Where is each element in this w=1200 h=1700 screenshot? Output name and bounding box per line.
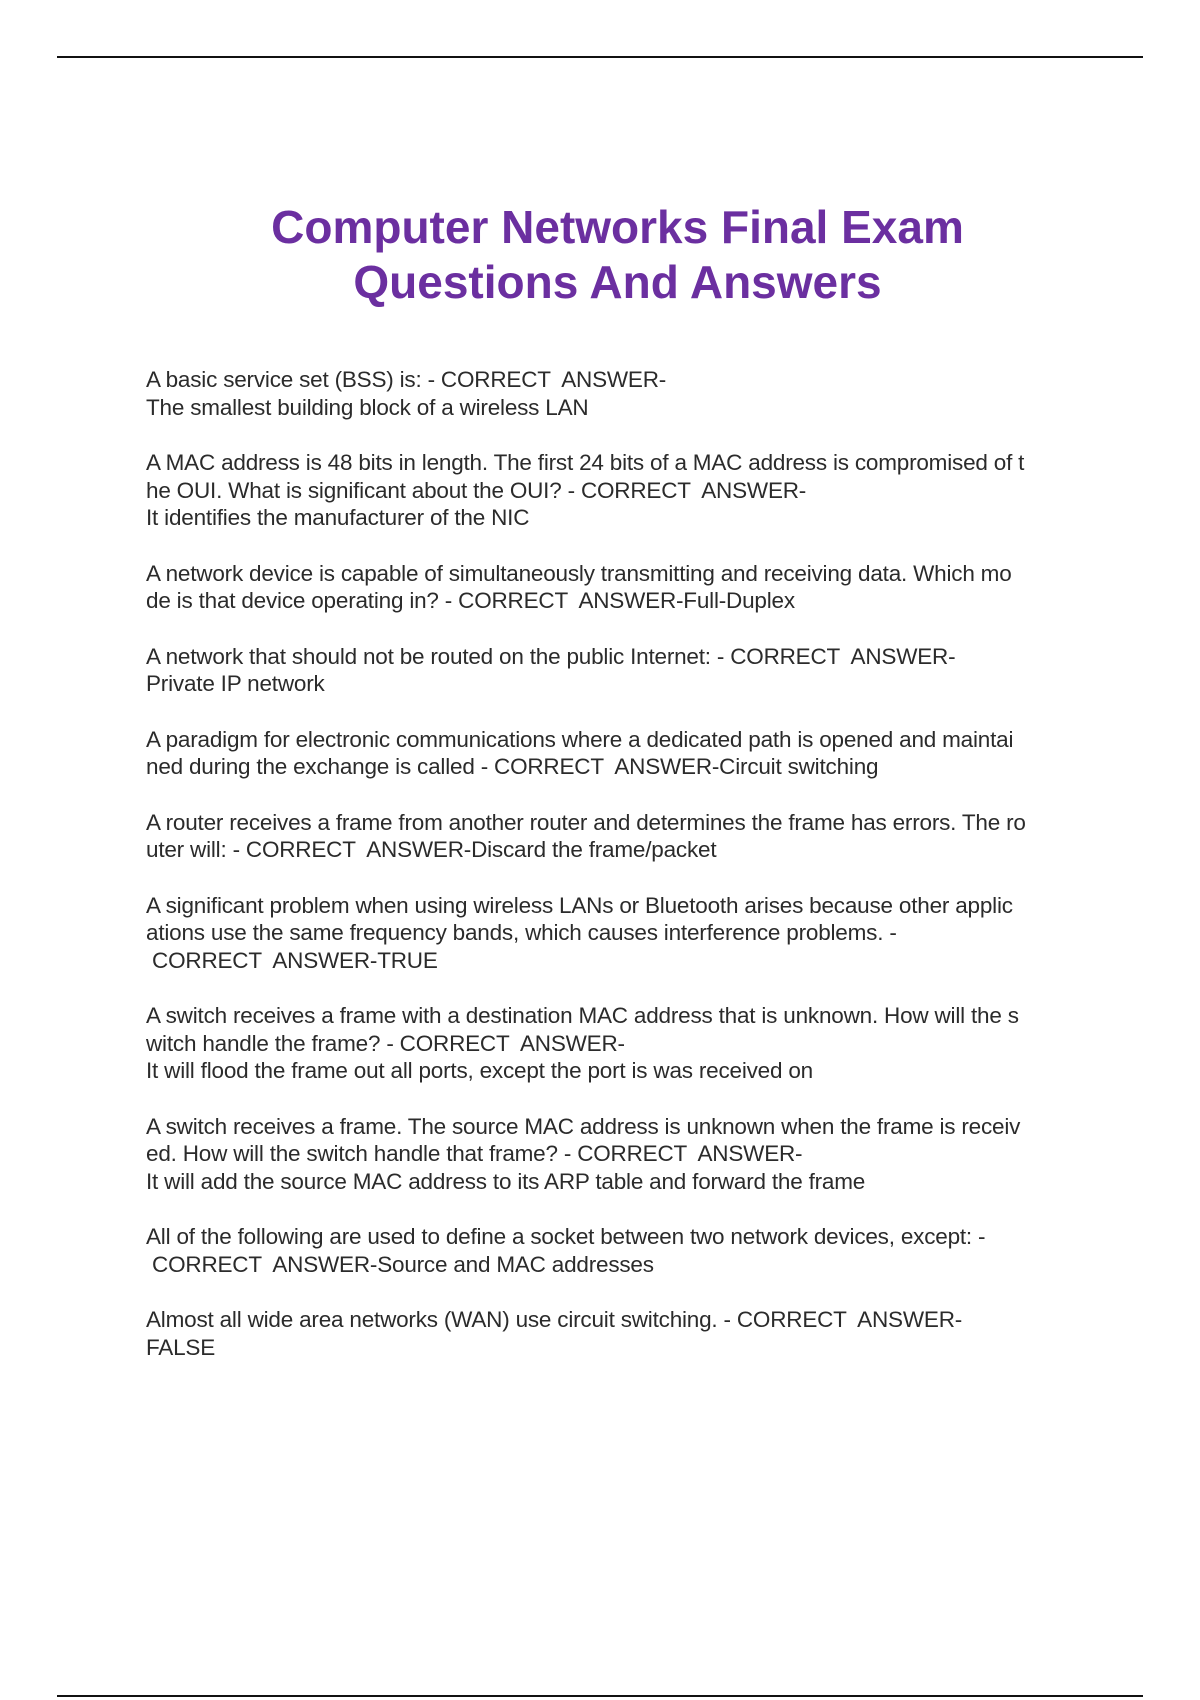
qa-text-line: A basic service set (BSS) is: - CORRECT ANSWER- xyxy=(146,367,667,392)
qa-item xyxy=(146,449,1106,532)
qa-item xyxy=(146,726,1106,781)
qa-text-line: A router receives a frame from another router and determines the frame has errors. The ro xyxy=(146,809,1026,835)
qa-item xyxy=(146,892,1106,975)
document-title xyxy=(0,200,1200,310)
title-line-1: Computer Networks Final Exam xyxy=(271,201,964,253)
qa-item xyxy=(146,809,1106,864)
qa-text-line: uter will: - CORRECT ANSWER-Discard the frame/packet xyxy=(146,837,717,862)
qa-text-line: FALSE xyxy=(146,1334,216,1360)
top-rule xyxy=(57,56,1143,58)
qa-text-line: he OUI. What is significant about the OUI? - CORRECT ANSWER- xyxy=(146,477,807,503)
qa-item xyxy=(146,1306,1106,1361)
qa-text-line: A network device is capable of simultaneously transmitting and receiving data. Which mo xyxy=(146,560,1012,586)
qa-text-line: Private IP network xyxy=(146,671,325,696)
qa-list xyxy=(146,366,1106,1389)
qa-text-line: ed. How will the switch handle that frame? - CORRECT ANSWER- xyxy=(146,1141,803,1166)
qa-item xyxy=(146,1223,1106,1278)
qa-text-line: It will flood the frame out all ports, except the port is was received on xyxy=(146,1058,813,1083)
title-line-2: Questions And Answers xyxy=(353,256,882,308)
qa-text-line: A network that should not be routed on the public Internet: - CORRECT ANSWER- xyxy=(146,643,956,669)
qa-text-line: ned during the exchange is called - CORRECT ANSWER-Circuit switching xyxy=(146,754,879,779)
qa-text-line: A paradigm for electronic communications where a dedicated path is opened and maintai xyxy=(146,726,1014,752)
qa-text-line: A switch receives a frame. The source MAC address is unknown when the frame is receiv xyxy=(146,1113,1021,1139)
qa-text-line: It identifies the manufacturer of the NIC xyxy=(146,505,530,530)
qa-text-line: The smallest building block of a wireless LAN xyxy=(146,394,589,420)
qa-text-line: Almost all wide area networks (WAN) use circuit switching. - CORRECT ANSWER- xyxy=(146,1307,963,1332)
qa-text-line: ations use the same frequency bands, which causes interference problems. - xyxy=(146,920,897,945)
qa-text-line: A significant problem when using wireless LANs or Bluetooth arises because other applic xyxy=(146,892,1013,918)
qa-text-line: It will add the source MAC address to its ARP table and forward the frame xyxy=(146,1168,866,1194)
qa-text-line: witch handle the frame? - CORRECT ANSWER- xyxy=(146,1030,625,1056)
qa-text-line: CORRECT ANSWER-Source and MAC addresses xyxy=(146,1251,654,1277)
qa-item xyxy=(146,643,1106,698)
qa-item xyxy=(146,560,1106,615)
qa-text-line: A switch receives a frame with a destination MAC address that is unknown. How will the s xyxy=(146,1003,1019,1028)
qa-text-line: All of the following are used to define a socket between two network devices, except: - xyxy=(146,1224,986,1249)
qa-item xyxy=(146,1113,1106,1196)
bottom-rule xyxy=(57,1695,1143,1697)
qa-text-line: CORRECT ANSWER-TRUE xyxy=(146,947,438,973)
qa-item xyxy=(146,1002,1106,1085)
qa-text-line: A MAC address is 48 bits in length. The first 24 bits of a MAC address is compromised of t xyxy=(146,450,1025,475)
qa-item xyxy=(146,366,1106,421)
qa-text-line: de is that device operating in? - CORRECT ANSWER-Full-Duplex xyxy=(146,588,795,613)
